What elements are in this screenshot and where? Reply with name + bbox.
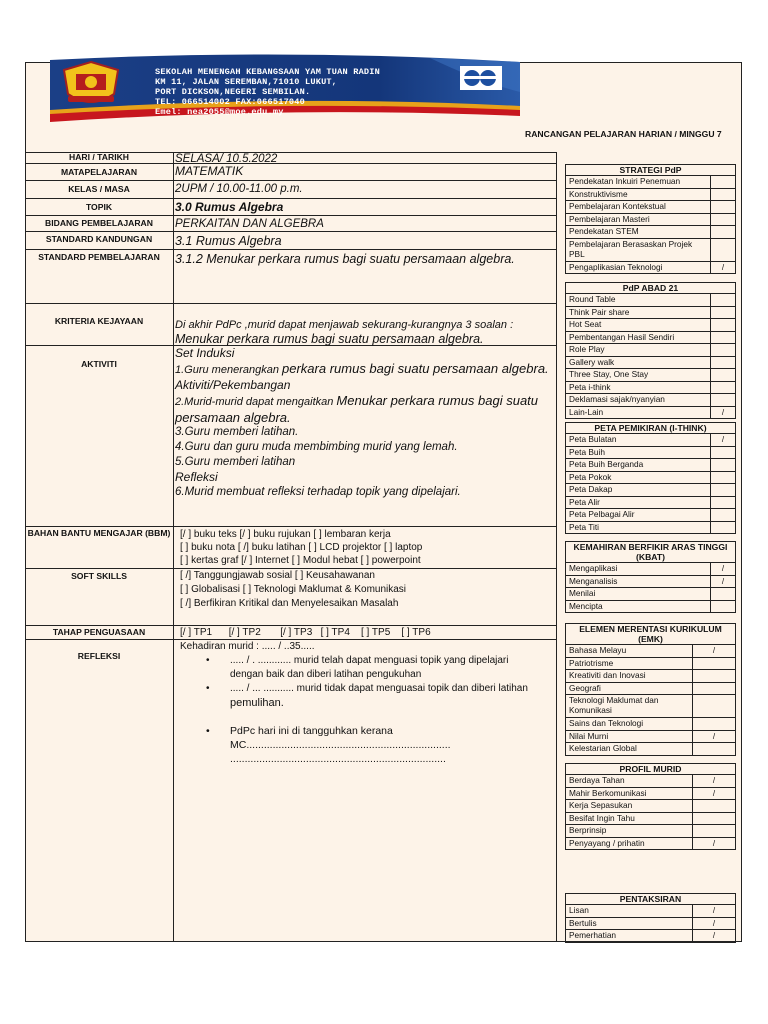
checkmark-cell[interactable] [710, 472, 735, 484]
refleksi-bullet-3-line-1: PdPc hari ini di tangguhkan kerana [230, 725, 393, 737]
checklist-label: Lain-Lain [569, 406, 604, 417]
checkmark-cell[interactable] [710, 332, 735, 344]
checklist-label: Konstruktivisme [569, 188, 628, 199]
refleksi-bullet-2-text [230, 682, 528, 710]
checkmark-cell[interactable] [710, 497, 735, 509]
checklist-label: Hot Seat [569, 319, 602, 329]
label-matapelajaran: MATAPELAJARAN [25, 164, 174, 181]
table-strategi-pdp [565, 164, 736, 274]
table-kbat [565, 541, 736, 613]
label-topik: TOPIK [25, 199, 174, 216]
checklist-row [566, 918, 735, 931]
checklist-row [566, 226, 735, 239]
table-emk [565, 623, 736, 756]
aktiviti-set-induksi: Set Induksi [175, 346, 235, 360]
checklist-label: Mahir Berkomunikasi [569, 787, 647, 798]
checklist-label: Nilai Murni [569, 730, 609, 741]
school-crest-icon [58, 60, 124, 110]
refleksi-bullet-3-line-3: .......................................................................... [230, 753, 446, 765]
checkmark-cell[interactable]: / [692, 918, 735, 930]
value-topik: 3.0 Rumus Algebra [174, 199, 556, 216]
checklist-label: Pembelajaran Berasaskan Projek PBL [569, 238, 693, 259]
checkmark-cell[interactable]: / [692, 905, 735, 917]
checkmark-cell[interactable] [710, 588, 735, 600]
aktiviti-step-1-text: perkara rumus bagi suatu persamaan algebra. [282, 361, 549, 376]
checklist-label: Peta Titi [569, 521, 599, 532]
table-pentaksiran [565, 893, 736, 943]
checklist-label: Peta Bulatan [569, 434, 617, 444]
bullet-icon: • [206, 725, 210, 737]
checklist-label: Pembelajaran Kontekstual [569, 201, 666, 211]
checklist-label: Kerja Sepasukan [569, 800, 633, 810]
refleksi-bullet-3-text [230, 724, 451, 766]
aktiviti-step-2-text: Menukar perkara rumus bagi suatu persamaan algebra. [175, 393, 539, 425]
aktiviti-step-1 [175, 361, 556, 378]
checklist-label: Pemerhatian [569, 930, 617, 940]
checklist-label: Peta i-think [569, 381, 611, 392]
table-title: PdP ABAD 21 [566, 283, 735, 294]
checklist-label: Peta Alir [569, 496, 600, 507]
label-standard-kandungan: STANDARD KANDUNGAN [25, 232, 174, 250]
checklist-label: Besifat Ingin Tahu [569, 812, 635, 823]
checkmark-cell[interactable]: / [710, 563, 735, 575]
checklist-label: Peta Dakap [569, 484, 613, 494]
value-soft-skills [174, 569, 556, 626]
checklist-label: Berprinsip [569, 825, 607, 835]
checklist-row [566, 382, 735, 395]
checklist-row [566, 731, 735, 744]
checklist-label: Pendekatan STEM [569, 226, 639, 236]
checklist-label: Bertulis [569, 917, 597, 928]
checklist-row [566, 459, 735, 472]
checklist-label: Mengaplikasi [569, 563, 618, 573]
value-standard-pembelajaran: 3.1.2 Menukar perkara rumus bagi suatu persamaan algebra. [174, 250, 556, 304]
label-refleksi: REFLEKSI [25, 640, 174, 942]
checklist-label: Pembentangan Hasil Sendiri [569, 331, 675, 342]
checkmark-cell[interactable] [710, 214, 735, 226]
label-tahap-penguasaan: TAHAP PENGUASAAN [25, 626, 174, 640]
school-address [155, 67, 380, 117]
checkmark-cell[interactable] [710, 239, 735, 261]
label-bidang: BIDANG PEMBELAJARAN [25, 216, 174, 232]
aktiviti-pekembangan: Aktiviti/Pekembangan [175, 378, 291, 392]
soft-skills-line-1: [ /] Tanggungjawab sosial [ ] Keusahawanan [180, 570, 375, 581]
document-title: RANCANGAN PELAJARAN HARIAN / MINGGU 7 [525, 129, 722, 139]
checklist-label: Pembelajaran Masteri [569, 213, 650, 224]
checkmark-cell[interactable]: / [710, 576, 735, 588]
refleksi-bullet-1-text [230, 654, 508, 682]
checkmark-cell[interactable] [710, 189, 735, 201]
bbm-line-3: [ ] kertas graf [/ ] Internet [ ] Modul hebat [ ] powerpoint [180, 555, 421, 566]
bullet-icon: • [206, 683, 210, 694]
checklist-row [566, 189, 735, 202]
checkmark-cell[interactable] [710, 369, 735, 381]
checklist-row [566, 576, 735, 589]
checklist-row [566, 484, 735, 497]
checklist-row [566, 357, 735, 370]
label-kelas-masa: KELAS / MASA [25, 181, 174, 199]
refleksi-bullet-3-line-2: MC...................................................................... [230, 739, 451, 751]
checklist-label: Deklamasi sajak/nyanyian [569, 394, 665, 404]
checklist-row [566, 813, 735, 826]
school-name: SEKOLAH MENENGAH KEBANGSAAN YAM TUAN RADIN [155, 67, 380, 77]
checklist-row [566, 645, 735, 658]
table-title: ELEMEN MERENTASI KURIKULUM (EMK) [566, 624, 735, 645]
checklist-label: Bahasa Melayu [569, 645, 627, 655]
checklist-row [566, 509, 735, 522]
checkmark-cell[interactable] [692, 683, 735, 695]
checkmark-cell[interactable] [710, 344, 735, 356]
checklist-row [566, 588, 735, 601]
checkmark-cell[interactable]: / [692, 838, 735, 850]
checklist-row [566, 825, 735, 838]
aktiviti-step-1-lead: 1.Guru menerangkan [175, 364, 283, 376]
refleksi-bullet-2-line-1: ..... / ... ........... murid tidak dapat menguasai topik dan diberi latihan [230, 683, 528, 694]
checkmark-cell[interactable]: / [692, 930, 735, 942]
checklist-row [566, 447, 735, 460]
checklist-label: Berdaya Tahan [569, 775, 625, 785]
checklist-row [566, 332, 735, 345]
kriteria-line-1: Di akhir PdPc ,murid dapat menjawab sekurang-kurangnya 3 soalan : [175, 319, 514, 331]
checkmark-cell[interactable] [692, 658, 735, 670]
checkmark-cell[interactable] [710, 601, 735, 613]
checklist-row [566, 294, 735, 307]
ministry-logo-icon [460, 66, 502, 90]
table-right-border [556, 152, 557, 942]
label-aktiviti: AKTIVITI [25, 346, 174, 527]
checklist-row [566, 658, 735, 671]
label-standard-pembelajaran: STANDARD PEMBELAJARAN [25, 250, 174, 304]
aktiviti-step-4: 4.Guru dan guru muda membimbing murid yang lemah. [175, 441, 458, 453]
refleksi-bullet-3 [206, 724, 556, 766]
checklist-label: Penyayang / prihatin [569, 837, 645, 848]
checkmark-cell[interactable]: / [710, 434, 735, 446]
label-bbm: BAHAN BANTU MENGAJAR (BBM) [25, 527, 174, 569]
checklist-row [566, 563, 735, 576]
aktiviti-step-2 [175, 393, 556, 425]
checklist-row [566, 683, 735, 696]
checklist-label: Think Pair share [569, 306, 630, 317]
checklist-row [566, 838, 735, 850]
checklist-row [566, 522, 735, 534]
checklist-label: Pengaplikasian Teknologi [569, 261, 663, 272]
checkmark-cell[interactable]: / [710, 407, 735, 419]
table-title: STRATEGI PdP [566, 165, 735, 176]
aktiviti-step-3: 3.Guru memberi latihan. [175, 426, 299, 438]
table-pdp-abad-21 [565, 282, 736, 419]
refleksi-bullet-2-line-2: pemulihan. [230, 697, 284, 709]
table-title: PETA PEMIKIRAN (I-THINK) [566, 423, 735, 434]
checkmark-cell[interactable]: / [710, 262, 735, 274]
checklist-label: Geografi [569, 682, 601, 693]
checklist-label: Peta Pelbagai Alir [569, 509, 635, 519]
value-kelas-masa: 2UPM / 10.00-11.00 p.m. [174, 181, 556, 199]
refleksi-kehadiran: Kehadiran murid : ..... / ..35..... [180, 641, 315, 652]
checkmark-cell[interactable] [710, 294, 735, 306]
checklist-row [566, 497, 735, 510]
checkmark-cell[interactable] [710, 484, 735, 496]
checklist-label: Lisan [569, 905, 589, 915]
refleksi-bullet-2 [206, 682, 556, 710]
checkmark-cell[interactable] [710, 509, 735, 521]
value-matapelajaran: MATEMATIK [174, 164, 556, 181]
value-aktiviti [174, 346, 556, 527]
refleksi-bullet-1 [206, 654, 556, 682]
checklist-row [566, 670, 735, 683]
checklist-row [566, 369, 735, 382]
soft-skills-line-2: [ ] Globalisasi [ ] Teknologi Maklumat & Komunikasi [180, 584, 407, 595]
value-kriteria-kejayaan [174, 304, 556, 346]
checklist-label: Kelestarian Global [569, 743, 637, 753]
checkmark-cell[interactable] [692, 813, 735, 825]
checkmark-cell[interactable]: / [692, 645, 735, 657]
checkmark-cell[interactable] [692, 670, 735, 682]
value-hari-tarikh: SELASA/ 10.5.2022 [174, 152, 556, 164]
checklist-row [566, 262, 735, 274]
school-phone-fax: TEL: 066514002 FAX:066517040 [155, 97, 305, 107]
checklist-label: Peta Pokok [569, 471, 612, 482]
checklist-label: Sains dan Teknologi [569, 718, 644, 728]
value-standard-kandungan: 3.1 Rumus Algebra [174, 232, 556, 250]
checklist-row [566, 472, 735, 485]
aktiviti-refleksi: Refleksi [175, 470, 218, 484]
checklist-label: Round Table [569, 294, 616, 304]
checklist-row [566, 394, 735, 407]
checklist-row [566, 718, 735, 731]
soft-skills-line-3: [ /] Berfikiran Kritikal dan Menyelesaikan Masalah [180, 598, 399, 609]
label-kriteria-kejayaan: KRITERIA KEJAYAAN [25, 304, 174, 346]
refleksi-bullet-1-line-2: dengan baik dan diberi latihan pengukuhan [230, 669, 422, 680]
table-profil-murid [565, 763, 736, 850]
checkmark-cell[interactable] [710, 522, 735, 534]
checklist-row [566, 800, 735, 813]
checklist-label: Menganalisis [569, 575, 618, 586]
checklist-label: Gallery walk [569, 356, 615, 367]
checkmark-cell[interactable] [710, 459, 735, 471]
checkmark-cell[interactable] [710, 319, 735, 331]
checklist-row [566, 176, 735, 189]
checklist-row [566, 307, 735, 320]
checklist-row [566, 434, 735, 447]
value-bbm [174, 527, 556, 569]
checklist-row [566, 407, 735, 419]
table-peta-pemikiran [565, 422, 736, 534]
checklist-row [566, 743, 735, 755]
checkmark-cell[interactable] [710, 307, 735, 319]
checklist-row [566, 601, 735, 613]
checklist-label: Kreativiti dan Inovasi [569, 670, 646, 680]
checklist-label: Role Play [569, 344, 605, 354]
checkmark-cell[interactable] [710, 382, 735, 394]
checklist-label: Teknologi Maklumat dan Komunikasi [569, 695, 659, 715]
checklist-row [566, 344, 735, 357]
checklist-row [566, 201, 735, 214]
checkmark-cell[interactable]: / [692, 731, 735, 743]
checkmark-cell[interactable]: / [692, 788, 735, 800]
checklist-row [566, 695, 735, 718]
checkmark-cell[interactable] [710, 226, 735, 238]
bbm-line-2: [ ] buku nota [ /] buku latihan [ ] LCD projektor [ ] laptop [180, 542, 423, 553]
table-title: KEMAHIRAN BERFIKIR ARAS TINGGI (KBAT) [566, 542, 735, 563]
checklist-row [566, 775, 735, 788]
aktiviti-step-5: 5.Guru memberi latihan [175, 456, 296, 468]
checklist-row [566, 930, 735, 942]
checklist-label: Pendekatan Inkuiri Penemuan [569, 176, 681, 186]
checklist-label: Peta Buih Berganda [569, 459, 644, 469]
checkmark-cell[interactable] [710, 357, 735, 369]
value-tahap-penguasaan: [/ ] TP1 [/ ] TP2 [/ ] TP3 [ ] TP4 [ ] TP5 [ ] TP6 [174, 626, 556, 640]
checklist-row [566, 788, 735, 801]
table-title: PROFIL MURID [566, 764, 735, 775]
school-address-line-2: PORT DICKSON,NEGERI SEMBILAN. [155, 87, 311, 97]
checkmark-cell[interactable] [710, 394, 735, 406]
checkmark-cell[interactable] [692, 695, 735, 717]
refleksi-bullet-1-line-1: ..... / . ............ murid telah dapat menguasi topik yang dipelajari [230, 655, 509, 666]
school-email: Emel: nea2055@moe.edu.my [155, 107, 284, 117]
table-title: PENTAKSIRAN [566, 894, 735, 905]
label-hari-tarikh: HARI / TARIKH [25, 152, 174, 164]
value-bidang: PERKAITAN DAN ALGEBRA [174, 216, 556, 232]
checkmark-cell[interactable] [710, 201, 735, 213]
checkmark-cell[interactable] [692, 718, 735, 730]
checklist-label: Three Stay, One Stay [569, 369, 649, 379]
checklist-row [566, 214, 735, 227]
aktiviti-step-6: 6.Murid membuat refleksi terhadap topik yang dipelajari. [175, 486, 461, 498]
checkmark-cell[interactable]: / [692, 775, 735, 787]
checklist-row [566, 319, 735, 332]
bullet-icon: • [206, 655, 210, 666]
checkmark-cell[interactable] [692, 743, 735, 755]
checklist-label: Patriotrisme [569, 657, 614, 668]
checkmark-cell[interactable] [692, 800, 735, 812]
checkmark-cell[interactable] [710, 447, 735, 459]
checkmark-cell[interactable] [692, 825, 735, 837]
value-refleksi [174, 640, 556, 942]
school-banner [50, 52, 520, 124]
checkmark-cell[interactable] [710, 176, 735, 188]
checklist-label: Peta Buih [569, 446, 605, 457]
checklist-row [566, 239, 735, 262]
checklist-label: Menilai [569, 588, 596, 598]
kriteria-line-2: Menukar perkara rumus bagi suatu persamaan algebra. [175, 332, 484, 346]
checklist-row [566, 905, 735, 918]
checklist-label: Mencipta [569, 600, 603, 611]
label-soft-skills: SOFT SKILLS [25, 569, 174, 626]
bbm-line-1: [/ ] buku teks [/ ] buku rujukan [ ] lembaran kerja [180, 529, 391, 540]
school-address-line-1: KM 11, JALAN SEREMBAN,71010 LUKUT, [155, 77, 338, 87]
aktiviti-step-2-lead: 2.Murid-murid dapat mengaitkan [175, 396, 337, 408]
